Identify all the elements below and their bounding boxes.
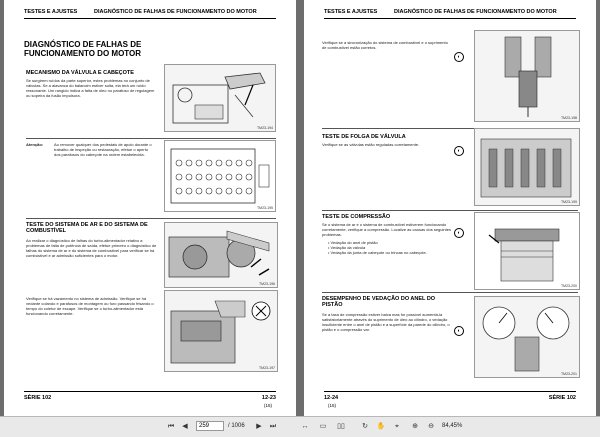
divider: [322, 292, 578, 293]
two-page-icon[interactable]: ▯▯: [337, 423, 345, 430]
valve-clearance-drawing: [475, 129, 579, 205]
prev-page-icon[interactable]: ◀: [182, 423, 188, 430]
header-section: TESTES E AJUSTES: [24, 9, 78, 15]
figure-code: TM23-194: [257, 126, 273, 130]
fit-width-icon[interactable]: ↔: [301, 423, 309, 430]
left-footer: [24, 391, 276, 410]
fuel-sync-text: Verifique se a sincronização do sistema de combustível e o suprimento de combustível estão corretos.: [322, 40, 448, 50]
figure-injector: [474, 30, 580, 122]
fit-page-icon[interactable]: ▭: [319, 423, 327, 430]
figure-code: TM23-196: [259, 282, 275, 286]
compression-list: [328, 240, 452, 255]
list-item-text: Vedação da válvula: [330, 245, 366, 250]
list-item-text: Vedação da junta de cabeçote ou trincas no cabeçote.: [330, 250, 427, 255]
figure-code: TM23-201: [561, 372, 577, 376]
section-piston-ring-title-line2: PISTÃO: [322, 302, 343, 308]
figure-code: TM23-197: [259, 366, 275, 370]
footer-sub: (15): [328, 403, 337, 408]
figure-code: TM23-198: [561, 116, 577, 120]
section-piston-ring-title-line1: DESEMPENHO DE VEDAÇÃO DO ANEL DO: [322, 296, 436, 302]
valve-note-icon: ◐: [454, 146, 464, 156]
header-title: DIAGNÓSTICO DE FALHAS DE FUNCIONAMENTO DO MOTOR: [94, 9, 257, 15]
right-page: [304, 0, 596, 416]
section-piston-ring-title: [322, 296, 462, 308]
section-valve-text: Se surgirem ruídos da parte superior, estes problemas no conjunto de válvulas. Se a alavanca do balancim estiver solta, ela terá um ruído ressonante. Um rangido indica a falta de óleo no parafuso de regulagem ou sopeira da fusão impulsora.: [26, 78, 155, 98]
figure-valve-clearance: [474, 128, 580, 206]
figure-turbo: [164, 222, 278, 288]
footer-page-number: 12-23: [261, 395, 276, 401]
last-page-icon[interactable]: ⏭: [269, 423, 277, 430]
injector-drawing: [475, 31, 579, 121]
right-header: [324, 8, 576, 19]
first-page-icon[interactable]: ⏮: [167, 423, 175, 430]
section-valve-clearance-text: Verifique se as válvulas estão reguladas corretamente.: [322, 142, 420, 147]
attention-text: Ao remover qualquer dos pedestais de apoio durante o trabalho de inspeção ou restauração, efetue o aperto dos parafusos do cabeçote na ordem estabelecida.: [54, 142, 152, 157]
page-number-input[interactable]: [196, 421, 224, 431]
rotate-icon[interactable]: ↻: [362, 423, 368, 430]
compression-drawing: [475, 213, 579, 289]
piston-gauge-drawing: [475, 297, 579, 377]
figure-bolt-sequence: [164, 140, 276, 212]
section-air-fuel-title-line1: TESTE DO SISTEMA DE AR E DO SISTEMA DE: [26, 222, 148, 228]
divider: [322, 210, 578, 211]
divider: [26, 218, 276, 219]
footer-series: SÉRIE 102: [548, 395, 576, 401]
list-item: • Vedação da válvula: [328, 245, 366, 250]
zoom-level[interactable]: 84,45%: [442, 423, 463, 429]
zoom-in-icon[interactable]: ⊕: [412, 423, 418, 430]
section-compression-title: TESTE DE COMPRESSÃO: [322, 214, 391, 220]
figure-intake: [164, 290, 278, 372]
section-intake-text: Verifique se há vazamento no sistema de admissão. Verifique se há vedante colando e parafusos de montagem ou furo passando frisando o tempo do coletor de escape. Verifique se o turbo-alimentador está funcionando corretamente.: [26, 296, 154, 316]
section-valve-title: MECANISMO DA VÁLVULA E CABEÇOTE: [26, 70, 134, 76]
footer-sub: (15): [263, 403, 272, 408]
figure-code: TM23-195: [257, 206, 273, 210]
next-page-icon[interactable]: ▶: [256, 423, 262, 430]
header-title: DIAGNÓSTICO DE FALHAS DE FUNCIONAMENTO DO MOTOR: [394, 9, 557, 15]
page-total: / 1006: [228, 423, 245, 429]
footer-series: SÉRIE 102: [24, 395, 52, 401]
figure-code: TM23-200: [561, 284, 577, 288]
bolt-sequence-drawing: [165, 141, 275, 211]
hand-tool-icon[interactable]: ✋: [376, 423, 386, 430]
figure-piston-gauge: [474, 296, 580, 378]
compression-note-icon: ◐: [454, 228, 464, 238]
turbo-drawing: [165, 223, 277, 287]
page-title-line1: DIAGNÓSTICO DE FALHAS DE: [24, 40, 142, 49]
section-piston-ring-text: Se a taxa de compressão estiver baixa mas for possível aumentá-la satisfatoriamente através do suprimento de óleo ao cilindro, o vedação insuficiente entre o anel de pistão e a superfície da parede do cilindro, o pistão e o compressão var.: [322, 312, 450, 332]
figure-compression: [474, 212, 580, 290]
page-title: [24, 40, 141, 58]
attention-label: Atenção:: [26, 142, 44, 147]
header-section: TESTES E AJUSTES: [324, 9, 378, 15]
left-header: [24, 8, 276, 19]
section-valve-clearance-title: TESTE DE FOLGA DE VÁLVULA: [322, 134, 406, 140]
zoom-out-icon[interactable]: ⊖: [428, 423, 434, 430]
figure-code: TM23-199: [561, 200, 577, 204]
section-air-fuel-title-line2: COMBUSTÍVEL: [26, 228, 67, 234]
list-item: • Vedação da junta de cabeçote ou trincas no cabeçote.: [328, 250, 427, 255]
fuel-note-icon: ◐: [454, 52, 464, 62]
right-footer: [324, 391, 576, 410]
divider: [26, 138, 276, 139]
intake-drawing: [165, 291, 277, 371]
select-tool-icon[interactable]: ⌖: [395, 423, 399, 430]
viewer-toolbar: [0, 416, 600, 437]
valve-mechanism-drawing: [165, 65, 275, 131]
left-page: [4, 0, 296, 416]
list-item-text: Vedação do anel de pistão: [330, 240, 378, 245]
page-title-line2: FUNCIONAMENTO DO MOTOR: [24, 49, 142, 58]
section-air-fuel-title: [26, 222, 161, 234]
figure-valve-mechanism: [164, 64, 276, 132]
section-compression-text: Se o sistema de ar e o sistema de combustível estiverem funcionando corretamente, verifique a compressão. Localize as causas dos seguintes problemas.: [322, 222, 451, 237]
section-air-fuel-text: Ao realizar o diagnóstico de falhas do turbo-alimentador relativo a problemas de falta de potência de saída, efetue primeiro o diagnóstico de falhas do sistema de ar e do sistema de combustível para verificar se há combustível e ar admissão suficientes para o motor.: [26, 238, 157, 258]
footer-page-number: 12-24: [324, 395, 339, 401]
list-item: • Vedação do anel de pistão: [328, 240, 378, 245]
piston-note-icon: ◐: [454, 326, 464, 336]
